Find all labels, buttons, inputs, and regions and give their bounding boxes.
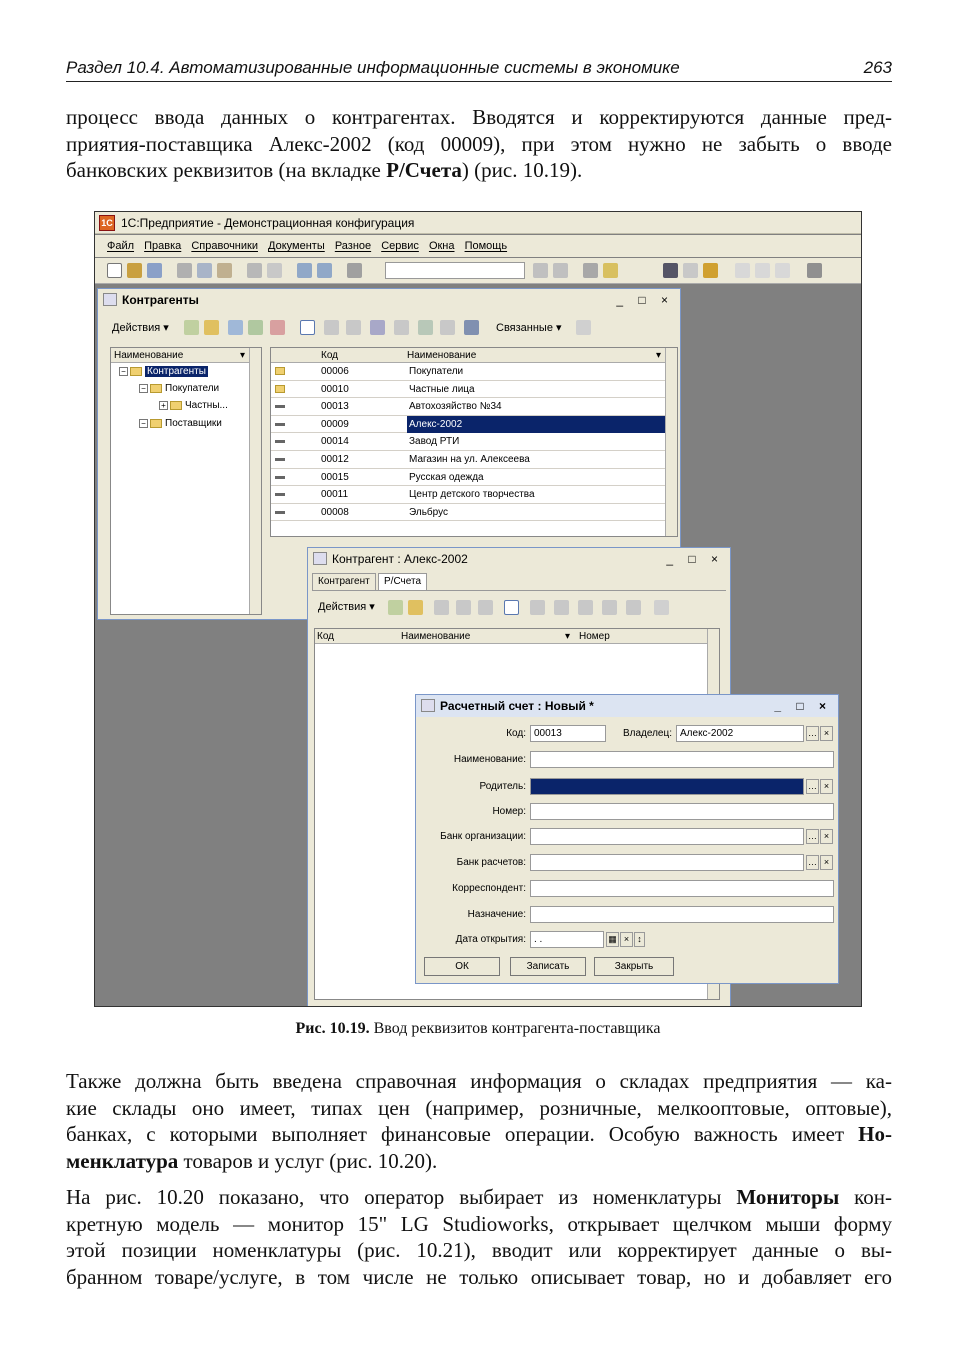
print-icon[interactable] xyxy=(247,263,262,278)
table-row[interactable] xyxy=(271,381,665,399)
p3-line-1: На рис. 10.20 показано, что оператор выбирает из номенклатуры Мониторы кон- xyxy=(66,1185,892,1209)
figure-screenshot xyxy=(94,211,862,1007)
p1-line-3: банковских реквизитов (на вкладке Р/Счета) (рис. 10.19). xyxy=(66,158,583,182)
menu-file[interactable]: Файл xyxy=(107,240,135,252)
row-code: 00012 xyxy=(321,454,349,465)
tree-header: Наименование ▾ xyxy=(111,348,261,363)
app-logo-icon: 1С xyxy=(99,215,115,231)
tab-accounts[interactable]: Р/Счета xyxy=(378,573,427,590)
table-row[interactable] xyxy=(271,363,665,381)
org-bank-clear-icon[interactable]: × xyxy=(820,829,833,844)
folder-icon xyxy=(275,367,285,375)
menu-misc[interactable]: Разное xyxy=(334,240,372,252)
level-up-icon[interactable] xyxy=(440,320,455,335)
p2-line-2: кие склады оно имеет, типах цен (например, розничные, мелкооптовые, оптовые), xyxy=(66,1095,892,1120)
item-icon xyxy=(275,423,285,426)
correspondent-label: Корреспондент: xyxy=(452,883,526,894)
row-code: 00009 xyxy=(321,418,349,430)
add-icon[interactable] xyxy=(184,320,199,335)
p3-line-4: бранном товаре/услуге, в том числе не только описывает товар, но и добавляет его xyxy=(66,1264,892,1289)
row-name: Завод РТИ xyxy=(409,436,460,448)
purpose-label: Назначение: xyxy=(467,909,526,920)
delete-icon[interactable] xyxy=(270,320,285,335)
menu-windows[interactable]: Окна xyxy=(428,240,455,252)
parent-field[interactable] xyxy=(530,778,804,795)
agent-filter-icon[interactable] xyxy=(530,600,545,615)
filter-value-icon[interactable] xyxy=(346,320,361,335)
list-icon[interactable] xyxy=(394,320,409,335)
code-field[interactable]: 00013 xyxy=(530,725,606,742)
tree-node-buyers[interactable]: − Покупатели xyxy=(139,381,219,397)
agent-tree-icon[interactable] xyxy=(602,600,617,615)
row-code: 00011 xyxy=(321,489,349,501)
agent-refresh-icon[interactable] xyxy=(654,600,669,615)
open-date-label: Дата открытия: xyxy=(455,934,526,945)
undo-icon[interactable] xyxy=(297,263,312,278)
agent-actions-button[interactable]: Действия ▾ xyxy=(318,601,375,613)
running-head-title: Раздел 10.4. Автоматизированные информационные системы в экономике xyxy=(66,58,680,77)
actions-button[interactable]: Действия ▾ xyxy=(112,322,169,334)
table-row[interactable] xyxy=(271,398,665,416)
item-icon xyxy=(275,440,285,443)
p1-line-2: приятия-поставщика Алекс-2002 (код 00009), при этом нужно не забыть о вводе xyxy=(66,131,892,156)
m-icon[interactable] xyxy=(735,263,750,278)
item-icon xyxy=(275,405,285,408)
row-code: 00008 xyxy=(321,506,349,518)
agent-delete-icon[interactable] xyxy=(478,600,493,615)
agent-copy-icon[interactable] xyxy=(434,600,449,615)
agent-title-bar xyxy=(308,548,730,570)
row-name: Эльбрус xyxy=(409,506,448,518)
agent-sort-icon[interactable] xyxy=(554,600,569,615)
m-minus-icon[interactable] xyxy=(775,263,790,278)
save-icon[interactable] xyxy=(147,263,162,278)
refresh-icon[interactable] xyxy=(576,320,591,335)
item-icon xyxy=(275,458,285,461)
save-button[interactable]: Записать xyxy=(510,957,586,976)
notes-icon[interactable] xyxy=(703,263,718,278)
account-window xyxy=(415,694,839,984)
account-window-controls[interactable]: _ □ × xyxy=(774,699,832,713)
menu-service[interactable]: Сервис xyxy=(381,240,419,252)
p2-line-1: Также должна быть введена справочная информация о складах предприятия — ка- xyxy=(66,1069,892,1093)
close-button[interactable]: Закрыть xyxy=(594,957,674,976)
date-clear-icon[interactable]: × xyxy=(620,932,633,947)
find-prev-icon[interactable] xyxy=(553,263,568,278)
sort-icon[interactable] xyxy=(370,320,385,335)
row-code: 00014 xyxy=(321,436,349,448)
window-controls[interactable]: _ □ × xyxy=(616,293,674,307)
app-title: 1С:Предприятие - Демонстрационная конфигурация xyxy=(121,216,415,230)
settlement-bank-field[interactable] xyxy=(530,854,804,871)
page-number: 263 xyxy=(863,58,892,77)
calendar-icon[interactable] xyxy=(683,263,698,278)
owner-label: Владелец: xyxy=(622,728,672,739)
p2-line-3: банках, с которыми выполняет финансовые операции. Особую важность имеет Но- xyxy=(66,1122,892,1146)
running-head xyxy=(66,58,892,82)
search-input[interactable] xyxy=(385,262,525,279)
kontragenty-action-bar xyxy=(98,315,680,343)
row-name: Алекс-2002 xyxy=(407,416,665,434)
row-name: Частные лица xyxy=(409,383,475,395)
find-icon[interactable] xyxy=(347,263,362,278)
ok-button[interactable]: ОК xyxy=(424,957,500,976)
row-code: 00015 xyxy=(321,471,349,483)
agent-list-icon[interactable] xyxy=(578,600,593,615)
p3-line-3: этой позиции номенклатуры (рис. 10.21), вводит или корректирует данные о вы- xyxy=(66,1238,892,1262)
item-icon xyxy=(275,476,285,479)
window-icon xyxy=(103,293,117,306)
row-name: Автохозяйство №34 xyxy=(409,401,502,413)
paragraph-2 xyxy=(66,1068,892,1174)
calculator-icon[interactable] xyxy=(663,263,678,278)
find-next-icon[interactable] xyxy=(533,263,548,278)
code-label: Код: xyxy=(506,728,526,739)
agent-level-up-icon[interactable] xyxy=(626,600,641,615)
tree-node-suppliers[interactable]: − Поставщики xyxy=(139,416,222,432)
open-icon[interactable] xyxy=(127,263,142,278)
name-field[interactable] xyxy=(530,751,834,768)
account-window-icon xyxy=(421,699,435,712)
p1-line-1: процесс ввода данных о контрагентах. Вводятся и корректируются данные пред- xyxy=(66,105,892,129)
account-title-bar xyxy=(416,695,838,717)
caption-text: Ввод реквизитов контрагента-поставщика xyxy=(369,1020,661,1037)
table-row[interactable] xyxy=(271,416,665,434)
tree-node-kontragenty[interactable]: − Контрагенты xyxy=(119,364,208,380)
preview-icon[interactable] xyxy=(267,263,282,278)
number-field[interactable] xyxy=(530,803,834,820)
new-doc-icon[interactable] xyxy=(107,263,122,278)
list-header: Код Наименование ▾ xyxy=(271,348,677,363)
table-row[interactable] xyxy=(271,451,665,469)
owner-clear-icon[interactable]: × xyxy=(820,726,833,741)
kontragenty-title-bar xyxy=(98,289,680,311)
menu-documents[interactable]: Документы xyxy=(268,240,325,252)
account-title: Расчетный счет : Новый * xyxy=(440,699,594,713)
tree-icon[interactable] xyxy=(418,320,433,335)
row-name: Центр детского творчества xyxy=(409,489,535,501)
tree-node-private[interactable]: + Частны... xyxy=(159,398,228,414)
org-bank-field[interactable] xyxy=(530,828,804,845)
agent-title: Контрагент : Алекс-2002 xyxy=(332,552,468,566)
main-toolbar xyxy=(95,258,861,284)
app-title-bar xyxy=(95,212,861,234)
number-label: Номер: xyxy=(492,806,526,817)
name-label: Наименование: xyxy=(453,754,526,765)
tree-scrollbar[interactable] xyxy=(249,348,261,614)
org-bank-select-icon[interactable]: … xyxy=(806,829,819,844)
settlement-bank-label: Банк расчетов: xyxy=(456,857,526,868)
list-pane xyxy=(270,347,678,537)
open-date-field[interactable]: . . xyxy=(530,931,604,948)
menu-edit[interactable]: Правка xyxy=(144,240,182,252)
parent-clear-icon[interactable]: × xyxy=(820,779,833,794)
item-icon xyxy=(275,493,285,496)
kontragenty-title: Контрагенты xyxy=(122,293,199,307)
figure-caption xyxy=(0,1020,956,1038)
copy-icon[interactable] xyxy=(197,263,212,278)
table-row[interactable] xyxy=(271,433,665,451)
row-name: Русская одежда xyxy=(409,471,484,483)
move-icon[interactable] xyxy=(464,320,479,335)
menu-bar xyxy=(95,235,861,257)
settlement-bank-clear-icon[interactable]: × xyxy=(820,855,833,870)
list-scrollbar[interactable] xyxy=(665,348,677,536)
agent-window-icon xyxy=(313,552,327,565)
tab-kontragent[interactable]: Контрагент xyxy=(312,573,376,590)
tree-pane xyxy=(110,347,262,615)
row-name: Покупатели xyxy=(409,366,464,377)
agent-edit-icon[interactable] xyxy=(456,600,471,615)
related-button[interactable]: Связанные ▾ xyxy=(496,322,562,334)
paragraph-3 xyxy=(66,1184,892,1290)
org-bank-label: Банк организации: xyxy=(440,831,526,842)
row-code: 00006 xyxy=(321,366,349,377)
settlement-bank-select-icon[interactable]: … xyxy=(806,855,819,870)
agent-hierarchy-icon[interactable] xyxy=(504,600,519,615)
agent-window-controls[interactable]: _ □ × xyxy=(666,552,724,566)
hierarchy-icon[interactable] xyxy=(300,320,315,335)
purpose-field[interactable] xyxy=(530,906,834,923)
help-icon[interactable] xyxy=(603,263,618,278)
owner-field[interactable]: Алекс-2002 xyxy=(676,725,804,742)
owner-select-icon[interactable]: … xyxy=(806,726,819,741)
accounts-grid-header: Код Наименование ▾ Номер xyxy=(315,629,719,644)
caption-label: Рис. 10.19. xyxy=(295,1020,370,1037)
date-spin-icon[interactable]: ↕ xyxy=(634,932,645,947)
table-row[interactable] xyxy=(271,469,665,487)
redo-icon[interactable] xyxy=(317,263,332,278)
filter-icon[interactable] xyxy=(324,320,339,335)
calendar-icon[interactable]: ▦ xyxy=(606,932,619,947)
row-code: 00013 xyxy=(321,401,349,413)
table-row[interactable] xyxy=(271,486,665,504)
p2-line-4: менклатура товаров и услуг (рис. 10.20). xyxy=(66,1148,438,1173)
agent-add-icon[interactable] xyxy=(388,600,403,615)
m-plus-icon[interactable] xyxy=(755,263,770,278)
parent-select-icon[interactable]: … xyxy=(806,779,819,794)
folder-icon xyxy=(275,385,285,393)
edit-icon[interactable] xyxy=(248,320,263,335)
parent-label: Родитель: xyxy=(479,781,526,792)
menu-help[interactable]: Помощь xyxy=(464,240,508,252)
p3-line-2: кретную модель — монитор 15" LG Studioworks, открывает щелчком мыши форму xyxy=(66,1211,892,1236)
menu-references[interactable]: Справочники xyxy=(191,240,258,252)
agent-add-group-icon[interactable] xyxy=(408,600,423,615)
correspondent-field[interactable] xyxy=(530,880,834,897)
tab-reference: Р/Счета xyxy=(386,158,462,182)
windows-icon[interactable] xyxy=(583,263,598,278)
paste-icon[interactable] xyxy=(217,263,232,278)
copy-item-icon[interactable] xyxy=(228,320,243,335)
item-icon xyxy=(275,511,285,514)
row-code: 00010 xyxy=(321,383,349,395)
table-row[interactable] xyxy=(271,504,665,522)
add-group-icon[interactable] xyxy=(204,320,219,335)
paragraph-1 xyxy=(66,104,892,184)
row-name: Магазин на ул. Алексеева xyxy=(409,454,530,465)
cut-icon[interactable] xyxy=(177,263,192,278)
tools-icon[interactable] xyxy=(807,263,822,278)
